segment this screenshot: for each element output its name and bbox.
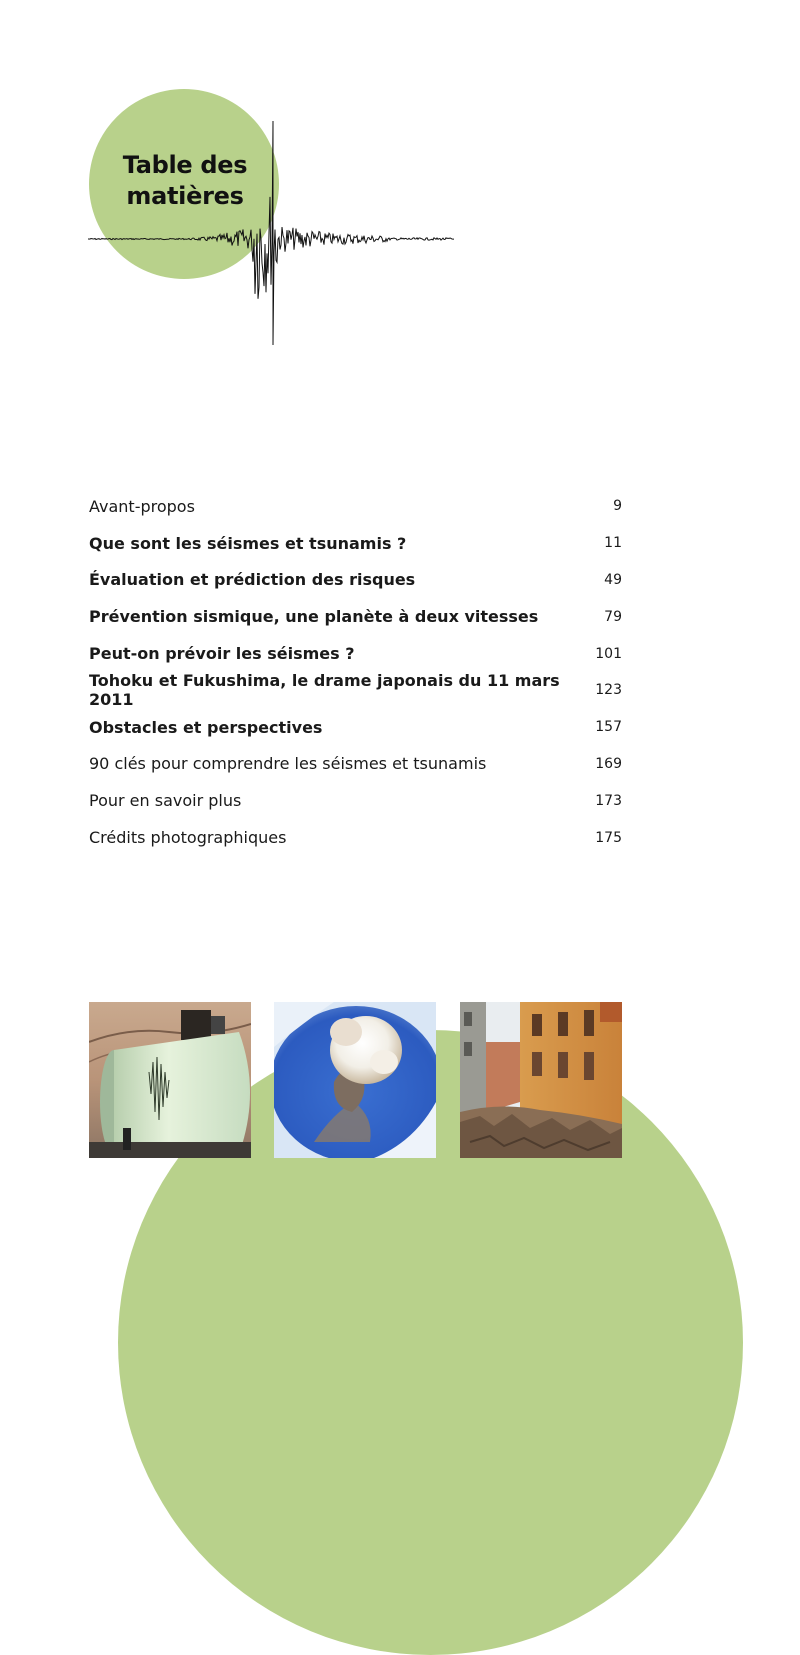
toc-entry-label: Peut-on prévoir les séismes ? <box>89 644 355 664</box>
toc-entry-label: Que sont les séismes et tsunamis ? <box>89 533 407 553</box>
page-title-line-2: matières <box>126 182 244 210</box>
toc-entry-label: Crédits photographiques <box>89 828 287 848</box>
page-title-line-1: Table des <box>122 151 248 179</box>
toc-entry-label: 90 clés pour comprendre les séismes et tsunamis <box>89 754 487 774</box>
toc-entry-page: 79 <box>604 608 622 625</box>
toc-entry-page: 101 <box>595 645 622 662</box>
toc-entry-label: Avant-propos <box>89 496 195 516</box>
toc-entry-label: Obstacles et perspectives <box>89 717 323 737</box>
seismograph-photo <box>89 1002 251 1158</box>
toc-entry[interactable] <box>89 525 622 562</box>
toc-entry-page: 11 <box>604 535 622 552</box>
toc-entry[interactable] <box>89 746 622 783</box>
toc-entry[interactable] <box>89 672 622 709</box>
toc-entry[interactable] <box>89 782 622 819</box>
toc-entry[interactable] <box>89 598 622 635</box>
toc-entry[interactable] <box>89 635 622 672</box>
toc-entry-page: 169 <box>595 755 622 772</box>
toc-entry[interactable] <box>89 819 622 856</box>
table-of-contents <box>89 488 622 856</box>
volcano-aerial-photo <box>274 1002 436 1158</box>
toc-entry[interactable] <box>89 562 622 599</box>
toc-entry-label: Tohoku et Fukushima, le drame japonais du 11 mars 2011 <box>89 671 560 710</box>
toc-entry-label: Pour en savoir plus <box>89 791 242 811</box>
toc-entry-page: 175 <box>595 829 622 846</box>
toc-entry-page: 157 <box>595 719 622 736</box>
earthquake-rubble-street-photo <box>460 1002 622 1158</box>
seismogram-graphic <box>88 118 456 350</box>
toc-entry-page: 173 <box>595 792 622 809</box>
toc-entry[interactable] <box>89 709 622 746</box>
toc-entry[interactable] <box>89 488 622 525</box>
toc-entry-label: Prévention sismique, une planète à deux vitesses <box>89 607 539 627</box>
toc-entry-page: 123 <box>595 682 622 699</box>
toc-entry-page: 49 <box>604 571 622 588</box>
toc-entry-page: 9 <box>613 498 622 515</box>
toc-entry-label: Évaluation et prédiction des risques <box>89 570 416 590</box>
